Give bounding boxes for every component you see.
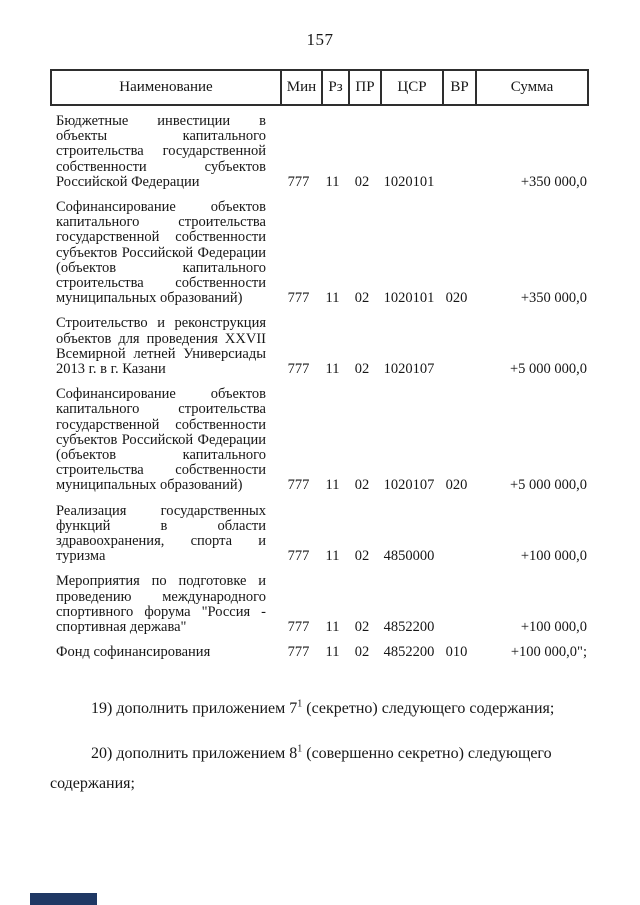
budget-table bbox=[50, 69, 589, 661]
table-body bbox=[50, 114, 589, 661]
cell-csr: 4850000 bbox=[383, 548, 435, 565]
column-header-rz: Рз bbox=[321, 71, 348, 104]
page-number: 157 bbox=[306, 30, 334, 49]
cell-rz: 11 bbox=[325, 548, 340, 565]
table-row bbox=[50, 200, 589, 306]
cell-name: Софинансирование объектов капитального строительства государственной собственности субъектов Российской Федерации (объектов капитального строительства собственности муниципальных образований) bbox=[56, 199, 266, 307]
table-row bbox=[50, 645, 589, 660]
cell-rz: 11 bbox=[325, 477, 340, 494]
cell-min: 777 bbox=[287, 619, 310, 636]
cell-min: 777 bbox=[287, 361, 310, 378]
table-row bbox=[50, 574, 589, 635]
amendment-paragraph bbox=[50, 694, 567, 724]
paragraph-text: 19) дополнить приложением 7 bbox=[91, 699, 298, 717]
column-header-pr: ПР bbox=[348, 71, 380, 104]
cell-csr: 4852200 bbox=[383, 644, 435, 661]
cell-rz: 11 bbox=[325, 290, 340, 307]
cell-vr: 020 bbox=[445, 290, 468, 307]
superscript: 1 bbox=[297, 743, 303, 755]
cell-name: Мероприятия по подготовке и проведению международного спортивного форума "Россия - спортивная держава" bbox=[56, 573, 266, 636]
paragraph-text: 20) дополнить приложением 8 bbox=[91, 744, 298, 762]
column-header-csr: ЦСР bbox=[380, 71, 442, 104]
column-header-name: Наименование bbox=[119, 79, 213, 95]
cell-sum: +100 000,0 bbox=[520, 619, 587, 636]
cell-sum: +5 000 000,0 bbox=[509, 477, 587, 494]
cell-sum: +350 000,0 bbox=[520, 290, 587, 307]
cell-min: 777 bbox=[287, 173, 310, 190]
cell-name: Бюджетные инвестиции в объекты капитального строительства государственной собственности субъектов Российской Федерации bbox=[56, 113, 266, 190]
cell-pr: 02 bbox=[354, 173, 370, 190]
table-header-row bbox=[50, 69, 589, 106]
cell-rz: 11 bbox=[325, 619, 340, 636]
table-row bbox=[50, 316, 589, 377]
cell-pr: 02 bbox=[354, 361, 370, 378]
cell-csr: 1020107 bbox=[383, 361, 435, 378]
cell-name: Реализация государственных функций в области здравоохранения, спорта и туризма bbox=[56, 502, 266, 565]
cell-rz: 11 bbox=[325, 644, 340, 661]
cell-name: Строительство и реконструкция объектов для проведения XXVII Всемирной летней Универсиады 2013 г. в г. Казани bbox=[56, 315, 266, 378]
cell-sum: +350 000,0 bbox=[520, 173, 587, 190]
redaction-bar bbox=[30, 893, 97, 905]
cell-vr: 020 bbox=[445, 477, 468, 494]
cell-sum: +100 000,0 bbox=[520, 548, 587, 565]
amendment-paragraph bbox=[50, 739, 567, 799]
cell-rz: 11 bbox=[325, 173, 340, 190]
cell-pr: 02 bbox=[354, 548, 370, 565]
paragraph-text: (секретно) следующего содержания; bbox=[302, 699, 555, 717]
cell-min: 777 bbox=[287, 477, 310, 494]
cell-csr: 1020107 bbox=[383, 477, 435, 494]
cell-min: 777 bbox=[287, 644, 310, 661]
cell-vr: 010 bbox=[445, 644, 468, 661]
cell-name: Софинансирование объектов капитального строительства государственной собственности субъектов Российской Федерации (объектов капитального строительства собственности муниципальных образований) bbox=[56, 386, 266, 494]
cell-csr: 1020101 bbox=[383, 173, 435, 190]
cell-csr: 4852200 bbox=[383, 619, 435, 636]
column-header-sum: Сумма bbox=[475, 71, 587, 104]
cell-rz: 11 bbox=[325, 361, 340, 378]
cell-min: 777 bbox=[287, 548, 310, 565]
cell-pr: 02 bbox=[354, 477, 370, 494]
table-row bbox=[50, 114, 589, 190]
superscript: 1 bbox=[297, 698, 303, 710]
column-header-min: Мин bbox=[280, 71, 321, 104]
cell-csr: 1020101 bbox=[383, 290, 435, 307]
document-content bbox=[50, 69, 589, 799]
cell-pr: 02 bbox=[354, 619, 370, 636]
table-row bbox=[50, 504, 589, 565]
amendment-paragraphs bbox=[50, 694, 567, 799]
cell-min: 777 bbox=[287, 290, 310, 307]
cell-pr: 02 bbox=[354, 290, 370, 307]
cell-sum: +5 000 000,0 bbox=[509, 361, 587, 378]
column-header-vr: ВР bbox=[442, 71, 475, 104]
table-row bbox=[50, 387, 589, 493]
cell-pr: 02 bbox=[354, 644, 370, 661]
paragraph-text: (совершенно секретно) следующего содержания; bbox=[50, 744, 552, 792]
cell-sum: +100 000,0"; bbox=[510, 644, 587, 661]
cell-name: Фонд софинансирования bbox=[56, 644, 211, 661]
